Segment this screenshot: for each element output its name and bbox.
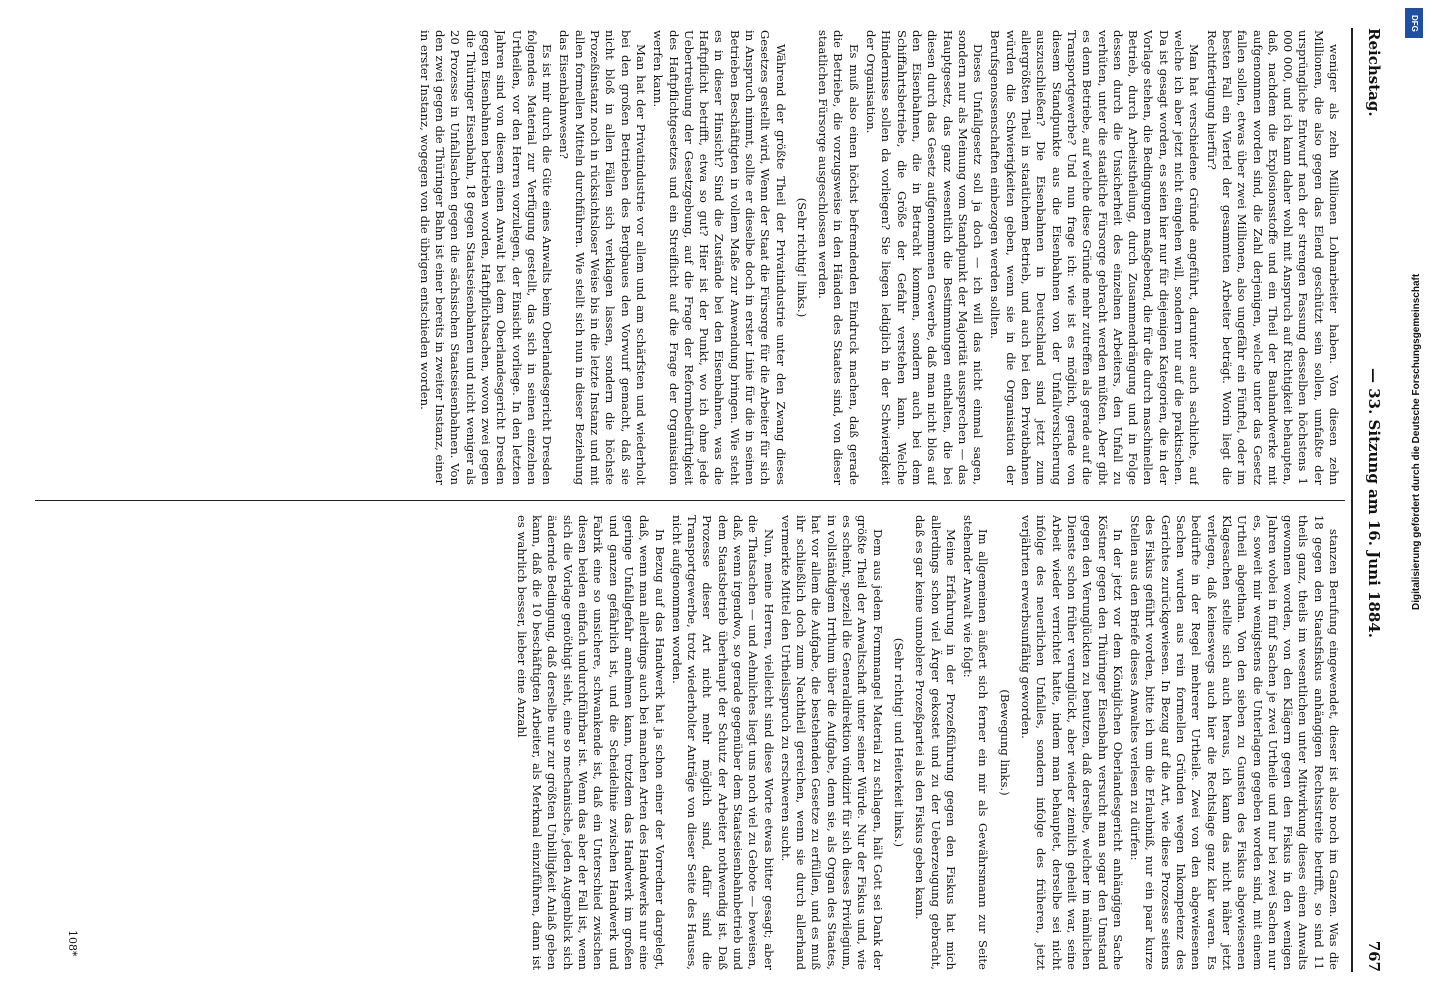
paragraph: Dieses Unfallgesetz soll ja doch — ich will das nicht einmal sagen, sondern nur als Meinung vom Standpunkt der Majorität aussprechen — das Hauptgesetz, das ganz wesentlich die Bestimmungen enthalten, die bei diesen durch das Gesetz aufgenommenen Gewerbe, daß man nicht blos auf den Eisenbahnen, die in Betracht kommen, sondern auch bei dem Schiffahrtsbetriebe, die Größe der Gefahr verstehen kann. Welche Hindernisse sollen da vorliegen? Sie liegen lediglich in der Schwierigkeit der Organisation. [864, 30, 986, 485]
interjection: (Sehr richtig! und Heiterkeit links.) [891, 637, 906, 848]
dfg-logo: DFG [1405, 8, 1423, 38]
quoted-paragraph: Meine Erfahrung in der Prozeßführung gegen den Fiskus hat mich allerdings schon viel Ärger gekostet und zu der Ueberzeugung gebracht, daß es gar keine unnoblere Prozeßpartei als den Fiskus geben kann. [913, 515, 958, 970]
right-column [36, 515, 1341, 970]
quoted-paragraph: In der jetzt vor dem Königlichen Oberlandesgericht anhängigen Sache Köstner gegen den Thüringer Eisenbahn versucht man sogar den Umstand gegen den Verunglückten zu benutzen, daß derselbe, welcher im nämlichen Dienste schon früher verunglückt, aber wieder ziemlich geheilt war, seine Arbeit wieder verrichtet hatte, indem man behauptet, derselbe sei nicht infolge des neuerlichen Unfalles, sondern infolge des früheren, jetzt verjährten erwerbsunfähig geworden. [1019, 515, 1125, 970]
paragraph: weniger als zehn Millionen Lohnarbeiter haben. Von diesen zehn Millionen, die also gegen das Elend geschützt sein sollen, umfaßte der ursprüngliche Entwurf nach der strengen Fassung desselben höchstens 1 000 000, und ich kann daher wohl mit Anspruch auf Richtigkeit behaupten, daß, nachdem die Explosionsstoffe und ein Theil der Bauhandwerke mit aufgenommen worden sind, die Zahl derjenigen, welche unter das Gesetz fallen sollen, etwas über zwei Millionen, also ungefähr ein Fünftel, oder im besten Fall ein Viertel der gesammten Arbeiter beträgt. Worin liegt die Rechtfertigung hierfür? [1204, 30, 1341, 485]
header-left: Reichstag. [1365, 28, 1383, 117]
header-rule [1351, 28, 1353, 972]
paragraph: Es muß also einen höchst befremdenden Eindruck machen, daß gerade die Betriebe, die vorzugsweise in den Händen des Staates sind, von dieser staatlichen Fürsorge ausgeschlossen werden. [816, 30, 861, 485]
paragraph: Man hat der Privatindustrie vor allem und am schärfsten und wiederholt bei den großen Betrieben des Bergbaues den Vorwurf gemacht, daß sie nicht bloß in allen Fällen sich verklagen lassen, sondern die höchste Prozeßinstanz noch in rücksichtsloser Weise bis in die letzte Instanz und mit allen formellen Mitteln durchführen. Wie stellt sich nun in dieser Beziehung das Eisenbahnwesen? [557, 30, 648, 485]
paragraph: stanzen Berufung eingewendet, dieser ist also noch im Ganzen. Was die 18 gegen den Staatsfiskus anhängigen Rechtsstreite betrifft, so sind 11 theils ganz, theils im wesentlichen unter Mitwirkung dieses einen Anwalts gewonnen worden, von den Klägern gegen den Fiskus in den wenigen Jahren wobei in fünf Sachen je zwei Urtheile und nur bei zwei Sachen nur es, soweit mir wenigstens die Unterlagen gegeben worden sind, mit einem Urtheil abgethan. Von den sieben zu Gunsten des Fiskus abgewiesenen Klagesachen stellte sich auch heraus, ich kann das nicht näher jetzt verlegen, daß keineswegs auch hier die Rechtslage ganz klar waren. Es bedürfte in der Regel mehrerer Urtheile. Zwei von den abgewiesenen Sachen wurden aus rein formellen Gründen wegen Inkompetenz des Gerichtes zurückgewiesen. In Bezug auf die Art, wie diese Prozesse seitens des Fiskus geführt worden, bitte ich um die Erlaubniß, nur ein paar kurze Stellen aus den Briefe dieses Anwaltes verlesen zu dürfen: [1128, 515, 1341, 970]
paragraph: Während der größte Theil der Privatindustrie unter den Zwang dieses Gesetzes gestellt wird, Wenn der Staat die Fürsorge für die Arbeiter für sich in Anspruch nimmt, sollte er dieselbe doch in erster Linie für die in seinen Betrieben Beschäftigten in vollem Maße zur Anwendung bringen. Wie steht es in dieser Hinsicht? Sind die Zustände bei den Eisenbahnen, was die Haftpflicht betrifft, etwa so gut? Hier ist der Punkt, wo ich ohne jede Uebertreibung der Gesetzgebung, auf die Frage der Reformbedürftigkeit des Haftpflichtgesetzes und ein Streiflicht auf die Frage der Organisation werfen kann. [651, 30, 788, 485]
interjection: (Bewegung links.) [997, 689, 1012, 796]
column-divider [35, 500, 1345, 501]
interjection: (Sehr richtig! links.) [794, 197, 809, 318]
page-number: 767 [1365, 940, 1383, 972]
sheet-signature: 108* [66, 930, 79, 957]
paragraph: Man hat verschiedene Gründe angeführt, darunter auch sachliche, auf welche ich aber jetzt nicht eingehen will, sondern nur auf die praktischen. Da ist gesagt worden, es seien hier nur für diejenigen Kategorien, die in der Vorlage stehen, die Bedingungen maßgebend, die für die durch maschinellen Betrieb, durch Arbeitstheilung, durch Zusammendrängung und in Folge dessen durch die Unsicherheit des einzelnen Arbeiters, den Unfall zu verhüten, unter die staatliche Fürsorge gebracht werden müßten. Aber gibt es denn Betriebe, auf welche diese Gründe mehr zutreffen als gerade auf die Transportgewerbe? Und nun frage ich: wie ist es möglich, gerade von diesem Standpunkte aus die Eisenbahnen von der Unfallversicherung auszuschließen? Die Eisenbahnen in Deutschland sind jetzt zum allergrößten Theil in staatlichem Betrieb, und auch bei den Privatbahnen würden die Schwierigkeiten geben, wenn sie in die Organisation der Berufsgenossenschaften einbezogen werden sollten. [988, 30, 1202, 485]
paragraph: In Bezug auf das Handwerk hat ja schon einer der Vorredner dargelegt, daß, wenn man allerdings auch bei manchen Arten des Handwerks nur eine geringe Unfallgefahr annehmen kann, trotzdem das Handwerk im großen und ganzen gefährlich ist, und die Scheidelinie zwischen Handwerk und Fabrik eine so unsichere, schwankende ist, daß ein Unterschied zwischen diesen beiden einfach undurchführbar ist. Wenn das aber der Fall ist, wenn sich die Vorlage genöthigt sieht, eine so mechanische, jeden Augenblick sich ändernde Bedingung, daß derselbe nur zur größten Unbilligkeit Anlaß geben kann, daß die 10 beschäftigten Arbeiter, als Merkmal einzuführen, dann ist es wahrlich besser, lieber eine Anzahl [514, 515, 667, 970]
paragraph: Nun, meine Herren, vielleicht sind diese Worte etwas bitter gesagt; aber die Thatsachen — und Aehnliches liegt uns noch viel zu Gebote — beweisen, daß, wenn irgendwo, so gerade gegenüber dem Staatseisenbahnbetrieb und dem Staatsbetrieb überhaupt der Schutz der Arbeiter nothwendig ist. Daß Prozesse dieser Art nicht mehr möglich sind, dafür sind die Transportgewerbe, trotz wiederholter Anträge von dieser Seite des Hauses, nicht aufgenommen worden. [669, 515, 776, 970]
digitization-note: Digitalisierung gefördert durch die Deutsche Forschungsgemeinschaft [1411, 273, 1422, 610]
left-column [36, 30, 1341, 485]
paragraph: Im allgemeinen äußert sich ferner ein mir als Gewährsmann zur Seite stehender Anwalt wie folgt: [961, 515, 991, 970]
paragraph: Es ist mir durch die Güte eines Anwalts beim Oberlandesgericht Dresden folgendes Material zur Verfügung gestellt, das sich in seinen einzelnen Urtheilen, vor den Herren vorzulegen, der Einsicht vorliege. In den letzten Jahren sind von diesem einen Anwalt bei dem Oberlandesgericht Dresden gegen Eisenbahnen betrieben worden, Haftpflichtsachen, wovon zwei gegen die Thüringer Eisenbahn, 18 gegen Staatseisenbahnen und nicht weniger als 20 Prozesse in Unfallsachen gegen die sächsischen Staatseisenbahnen. Von den zwei gegen die Thüringer Bahn ist einer bereits in zweiter Instanz, einer in erster Instanz, wogegen von die übrigen entschieden worden. [417, 30, 555, 485]
page-header [1357, 28, 1383, 972]
header-center: — 33. Sitzung am 16. Juni 1884. [1365, 368, 1383, 638]
quoted-paragraph: Dem aus jedem Formmangel Material zu schlagen, hält Gott sei Dank der größte Theil der Anwaltschaft unter seiner Würde. Nur der Fiskus und, wie es scheint, speziell die Generaldirektion vindizirt für sich dieses Privilegium, in vollständigem Irrthum über die Aufgabe, denn sie, als Organ des Staates, hat vor allem die Aufgabe, die bestehenden Gesetze zu erfüllen, und es muß ihr schließlich doch zum Nachtheil gereichen, wenn sie durch allerhand vermerkte Mittel den Urtheilsspruch zu erschweren sucht. [778, 515, 885, 970]
